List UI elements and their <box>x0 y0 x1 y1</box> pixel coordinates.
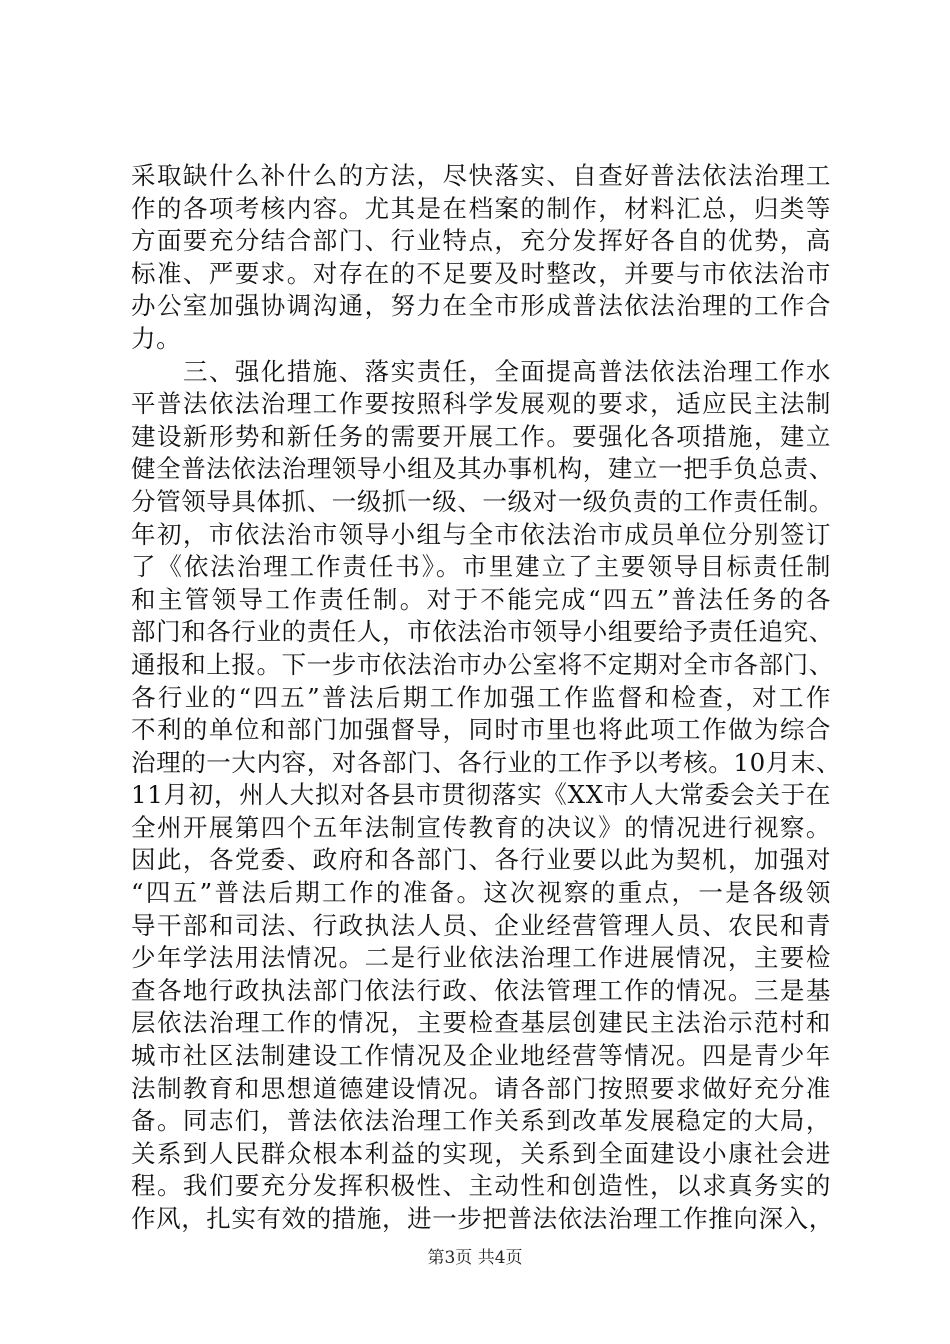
text-line: 城市社区法制建设工作情况及企业地经营等情况。四是青少年 <box>131 1041 831 1071</box>
text-line: 作风，扎实有效的措施，进一步把普法依法治理工作推向深入， <box>131 1204 834 1233</box>
text-line: 少年学法用法情况。二是行业依法治理工作进展情况，主要检 <box>131 943 831 973</box>
section-heading-line: 三、强化措施、落实责任，全面提高普法依法治理工作水 <box>183 356 831 386</box>
document-body <box>131 160 842 1236</box>
text-line: 全州开展第四个五年法制宣传教育的决议》的情况进行视察。 <box>131 812 831 842</box>
text-line: 健全普法依法治理领导小组及其办事机构，建立一把手负总责、 <box>131 454 834 484</box>
text-line: 标准、严要求。对存在的不足要及时整改，并要与市依法治市 <box>131 258 831 288</box>
page-number-footer: 第3页 共4页 <box>427 1248 523 1268</box>
text-line: 层依法治理工作的情况，主要检查基层创建民主法治示范村和 <box>131 1008 831 1038</box>
text-line: 备。同志们，普法依法治理工作关系到改革发展稳定的大局， <box>131 1106 831 1136</box>
text-line: 不利的单位和部门加强督导，同时市里也将此项工作做为综合 <box>131 715 831 745</box>
text-line: 治理的一大内容，对各部门、各行业的工作予以考核。10月末、 <box>131 747 842 777</box>
text-line: 通报和上报。下一步市依法治市办公室将不定期对全市各部门、 <box>131 649 834 679</box>
text-line: 关系到人民群众根本利益的实现，关系到全面建设小康社会进 <box>131 1138 831 1168</box>
text-line: 力。 <box>131 323 182 353</box>
text-line: 采取缺什么补什么的方法，尽快落实、自查好普法依法治理工 <box>131 161 831 190</box>
text-line: 平普法依法治理工作要按照科学发展观的要求，适应民主法制 <box>131 389 831 419</box>
text-line: 因此，各党委、政府和各部门、各行业要以此为契机，加强对 <box>131 845 831 875</box>
text-line: 各行业的“四五”普法后期工作加强工作监督和检查，对工作 <box>131 682 831 712</box>
text-line: 和主管领导工作责任制。对于不能完成“四五”普法任务的各 <box>131 584 831 614</box>
text-line: 建设新形势和新任务的需要开展工作。要强化各项措施，建立 <box>131 421 831 451</box>
text-line: 查各地行政执法部门依法行政、依法管理工作的情况。三是基 <box>131 975 831 1005</box>
text-line: 法制教育和思想道德建设情况。请各部门按照要求做好充分准 <box>131 1073 831 1103</box>
text-line: 11月初，州人大拟对各县市贯彻落实《XX市人大常委会关于在 <box>131 780 831 810</box>
text-line: 部门和各行业的责任人，市依法治市领导小组要给予责任追究、 <box>131 617 834 647</box>
text-line: 程。我们要充分发挥积极性、主动性和创造性，以求真务实的 <box>131 1171 831 1201</box>
text-line: 分管领导具体抓、一级抓一级、一级对一级负责的工作责任制。 <box>131 486 834 516</box>
text-line: 年初，市依法治市领导小组与全市依法治市成员单位分别签订 <box>131 519 831 549</box>
text-line: 办公室加强协调沟通，努力在全市形成普法依法治理的工作合 <box>131 291 831 321</box>
text-line: 了《依法治理工作责任书》。市里建立了主要领导目标责任制 <box>131 552 831 582</box>
text-line: 作的各项考核内容。尤其是在档案的制作，材料汇总，归类等 <box>131 193 831 223</box>
text-line: 方面要充分结合部门、行业特点，充分发挥好各自的优势，高 <box>131 226 831 256</box>
text-line: 导干部和司法、行政执法人员、企业经营管理人员、农民和青 <box>131 910 831 940</box>
text-line: “四五”普法后期工作的准备。这次视察的重点，一是各级领 <box>131 878 831 908</box>
